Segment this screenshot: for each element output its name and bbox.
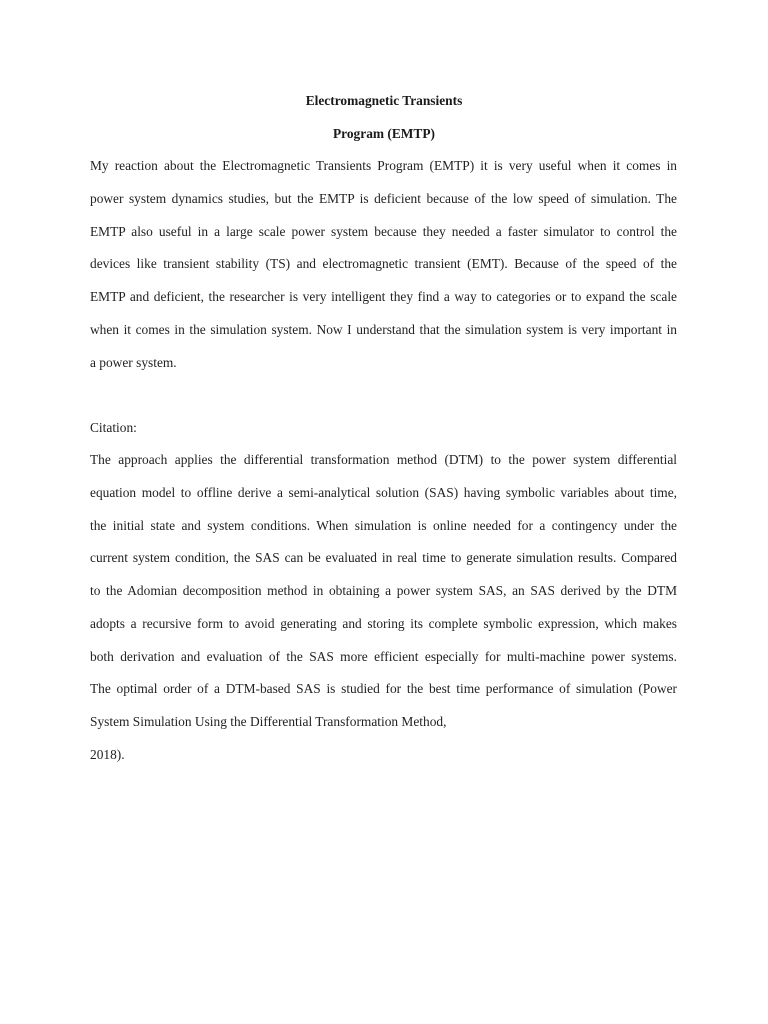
reaction-line: EMTP also useful in a large scale power system because they needed a faster simulator to control the xyxy=(90,223,677,239)
citation-paragraph xyxy=(90,452,677,780)
citation-line: both derivation and evaluation of the SAS more efficient especially for multi-machine power systems. xyxy=(90,648,677,664)
reaction-line: My reaction about the Electromagnetic Transients Program (EMTP) it is very useful when it comes in xyxy=(90,158,677,173)
reaction-line: when it comes in the simulation system. Now I understand that the simulation system is very important in xyxy=(90,321,677,337)
reaction-line: EMTP and deficient, the researcher is very intelligent they find a way to categories or to expand the scale xyxy=(90,289,677,304)
citation-line: adopts a recursive form to avoid generating and storing its complete symbolic expression, which makes xyxy=(90,615,677,631)
citation-line: to the Adomian decomposition method in obtaining a power system SAS, an SAS derived by the DTM xyxy=(90,583,677,598)
citation-line: System Simulation Using the Differential Transformation Method, xyxy=(90,714,447,729)
citation-label-block xyxy=(90,420,677,453)
citation-line: current system condition, the SAS can be evaluated in real time to generate simulation results. Compared xyxy=(90,550,677,566)
reaction-line: power system dynamics studies, but the EMTP is deficient because of the low speed of simulation. The xyxy=(90,190,677,206)
citation-line: equation model to offline derive a semi-analytical solution (SAS) having symbolic variables about time, xyxy=(90,484,677,500)
citation-line: 2018). xyxy=(90,746,125,762)
reaction-line: a power system. xyxy=(90,354,177,370)
citation-line: The optimal order of a DTM-based SAS is studied for the best time performance of simulation (Power xyxy=(90,681,677,697)
citation-label: Citation: xyxy=(90,420,137,435)
citation-line: the initial state and system conditions. When simulation is online needed for a contingency under the xyxy=(90,517,677,533)
document-title-line-2: Program (EMTP) xyxy=(332,126,435,141)
reaction-paragraph xyxy=(90,158,677,387)
document-title-line-1: Electromagnetic Transients xyxy=(305,93,463,108)
reaction-line: devices like transient stability (TS) and electromagnetic transient (EMT). Because of the speed of the xyxy=(90,256,677,272)
citation-line: The approach applies the differential transformation method (DTM) to the power system differential xyxy=(90,452,677,467)
